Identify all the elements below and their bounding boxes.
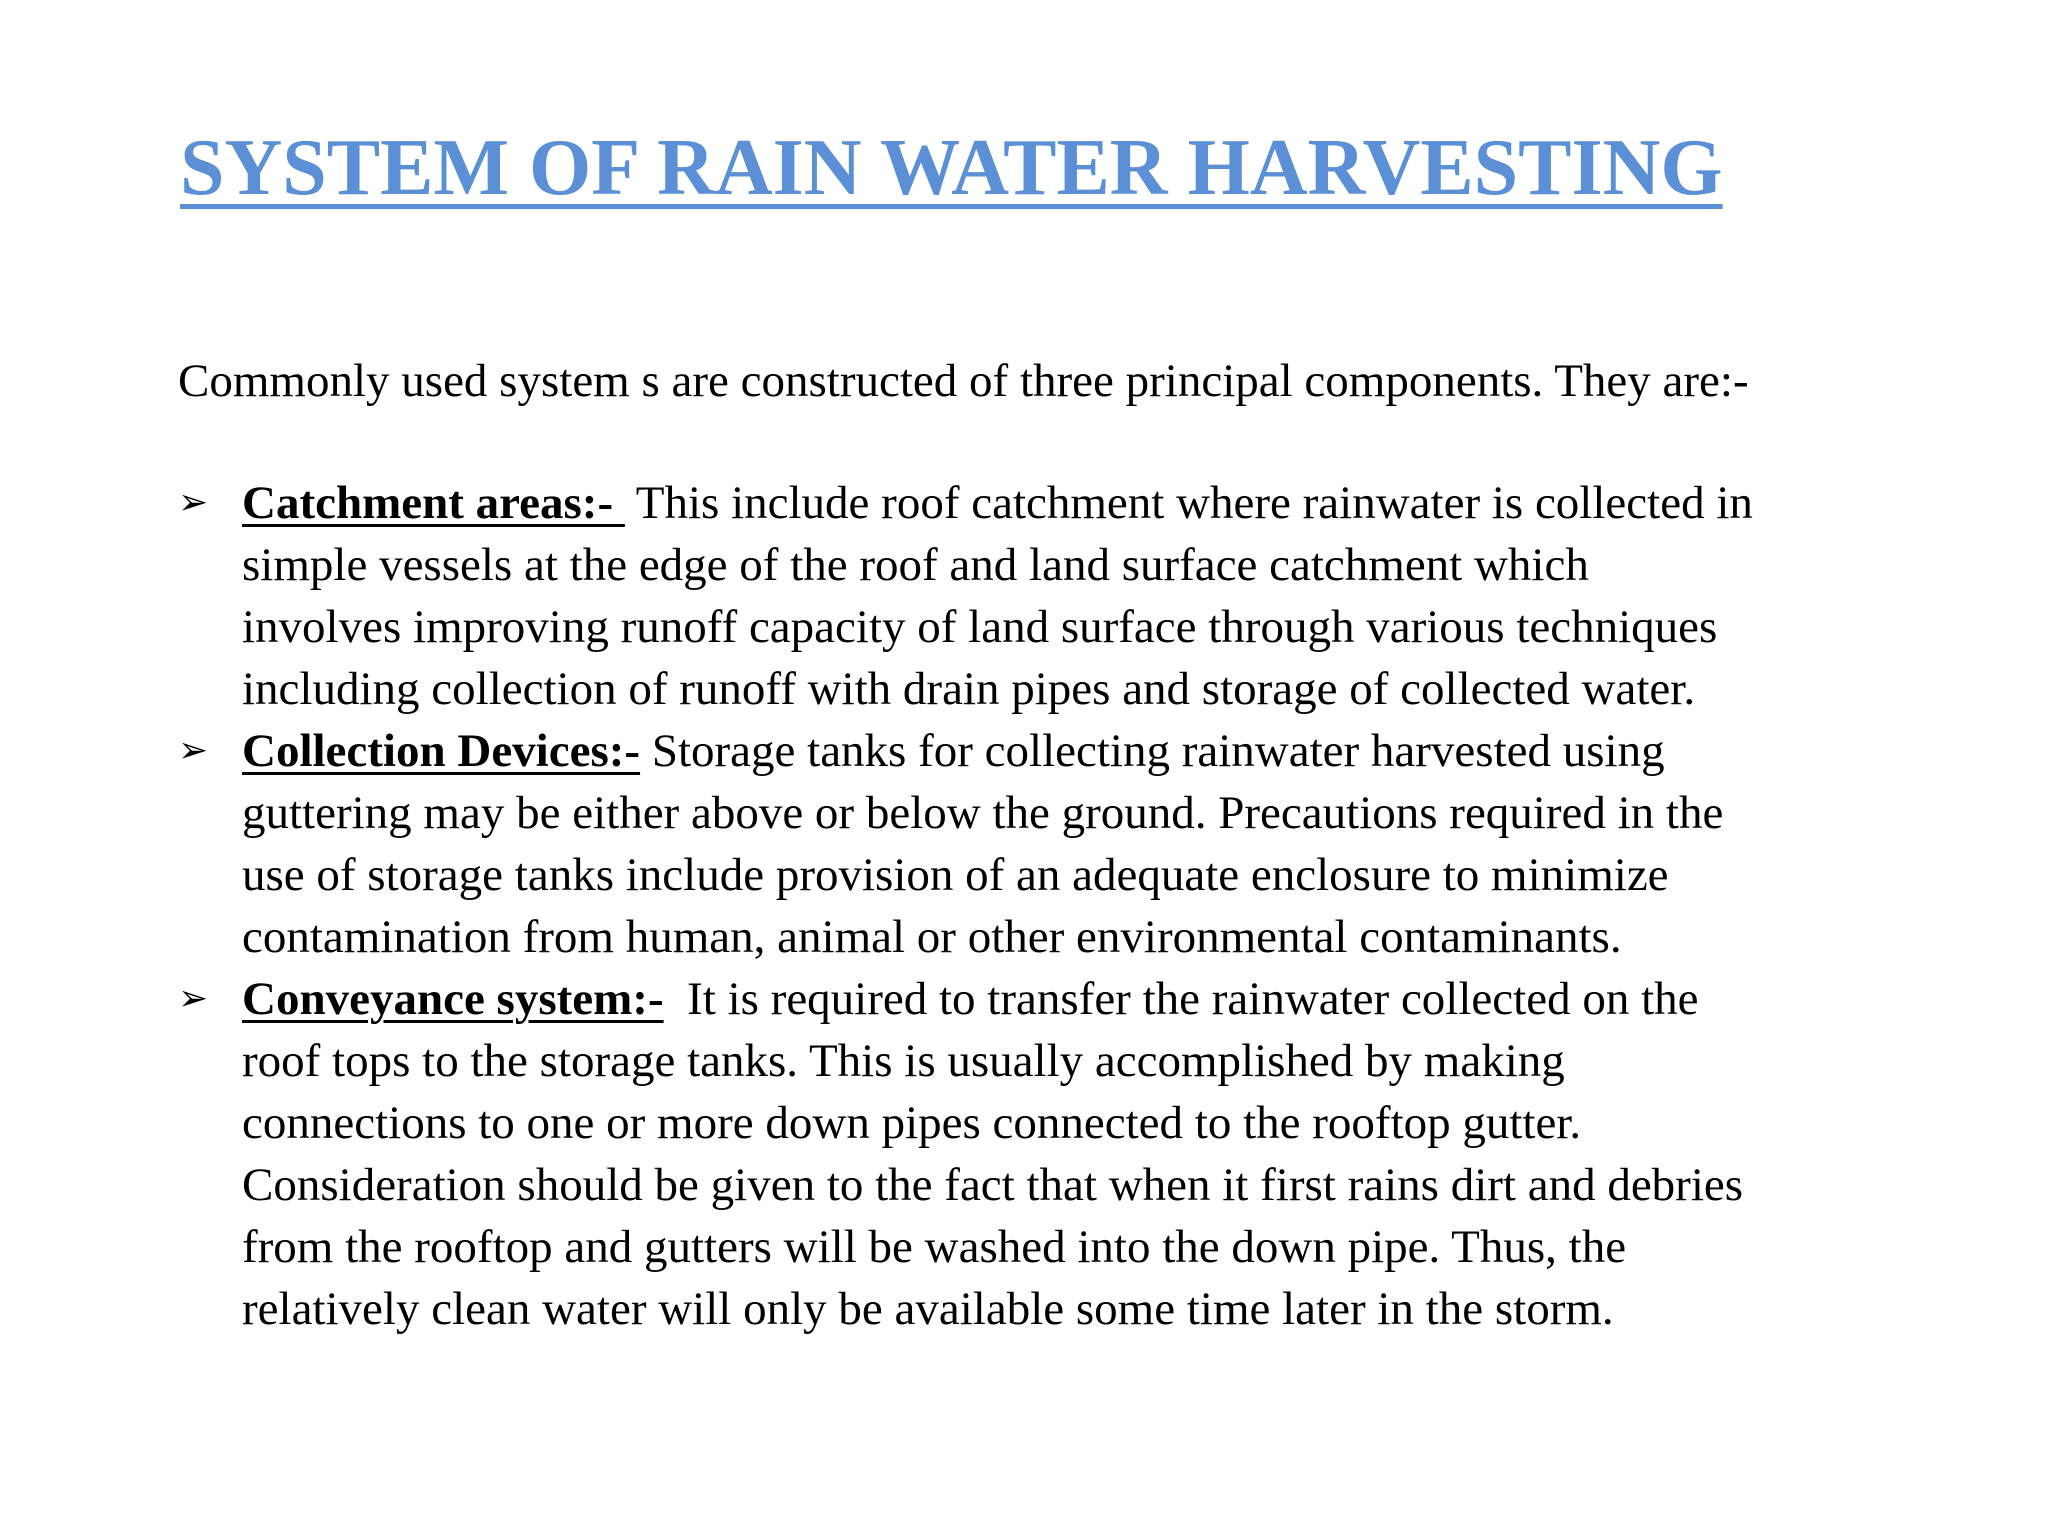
item-line: contamination from human, animal or other environmental contaminants. bbox=[242, 911, 1622, 963]
item-line: simple vessels at the edge of the roof and land surface catchment which bbox=[242, 539, 1589, 591]
intro-paragraph: Commonly used system s are constructed of three principal components. They are:- bbox=[178, 355, 1749, 407]
component-list bbox=[178, 472, 1938, 1340]
list-item-conveyance-system bbox=[178, 968, 1938, 1340]
item-text: It is required to transfer the rainwater collected on the bbox=[663, 973, 1699, 1025]
item-term: Catchment areas:- bbox=[242, 477, 625, 529]
item-text: Storage tanks for collecting rainwater harvested using bbox=[640, 725, 1665, 777]
item-line: involves improving runoff capacity of land surface through various techniques bbox=[242, 601, 1718, 653]
item-line: connections to one or more down pipes connected to the rooftop gutter. bbox=[242, 1097, 1582, 1149]
item-line: guttering may be either above or below the ground. Precautions required in the bbox=[242, 787, 1724, 839]
item-first-line bbox=[242, 968, 1938, 1030]
list-item-catchment-areas bbox=[178, 472, 1938, 720]
item-line: from the rooftop and gutters will be washed into the down pipe. Thus, the bbox=[242, 1221, 1627, 1273]
item-line: use of storage tanks include provision of an adequate enclosure to minimize bbox=[242, 849, 1669, 901]
list-item-collection-devices bbox=[178, 720, 1938, 968]
item-term: Collection Devices:- bbox=[242, 725, 641, 777]
item-line: Consideration should be given to the fact that when it first rains dirt and debries bbox=[242, 1159, 1744, 1211]
item-line: roof tops to the storage tanks. This is usually accomplished by making bbox=[242, 1035, 1565, 1087]
item-term: Conveyance system:- bbox=[242, 973, 664, 1025]
arrow-bullet-icon: ➢ bbox=[178, 730, 209, 771]
arrow-bullet-icon: ➢ bbox=[178, 482, 209, 523]
item-first-line bbox=[242, 720, 1938, 782]
item-line: relatively clean water will only be available some time later in the storm. bbox=[242, 1283, 1614, 1335]
item-text: This include roof catchment where rainwater is collected in bbox=[624, 477, 1753, 529]
item-line: including collection of runoff with drain pipes and storage of collected water. bbox=[242, 663, 1696, 715]
arrow-bullet-icon: ➢ bbox=[178, 978, 209, 1019]
item-first-line bbox=[242, 472, 1938, 534]
slide-title: SYSTEM OF RAIN WATER HARVESTING bbox=[180, 124, 1723, 212]
